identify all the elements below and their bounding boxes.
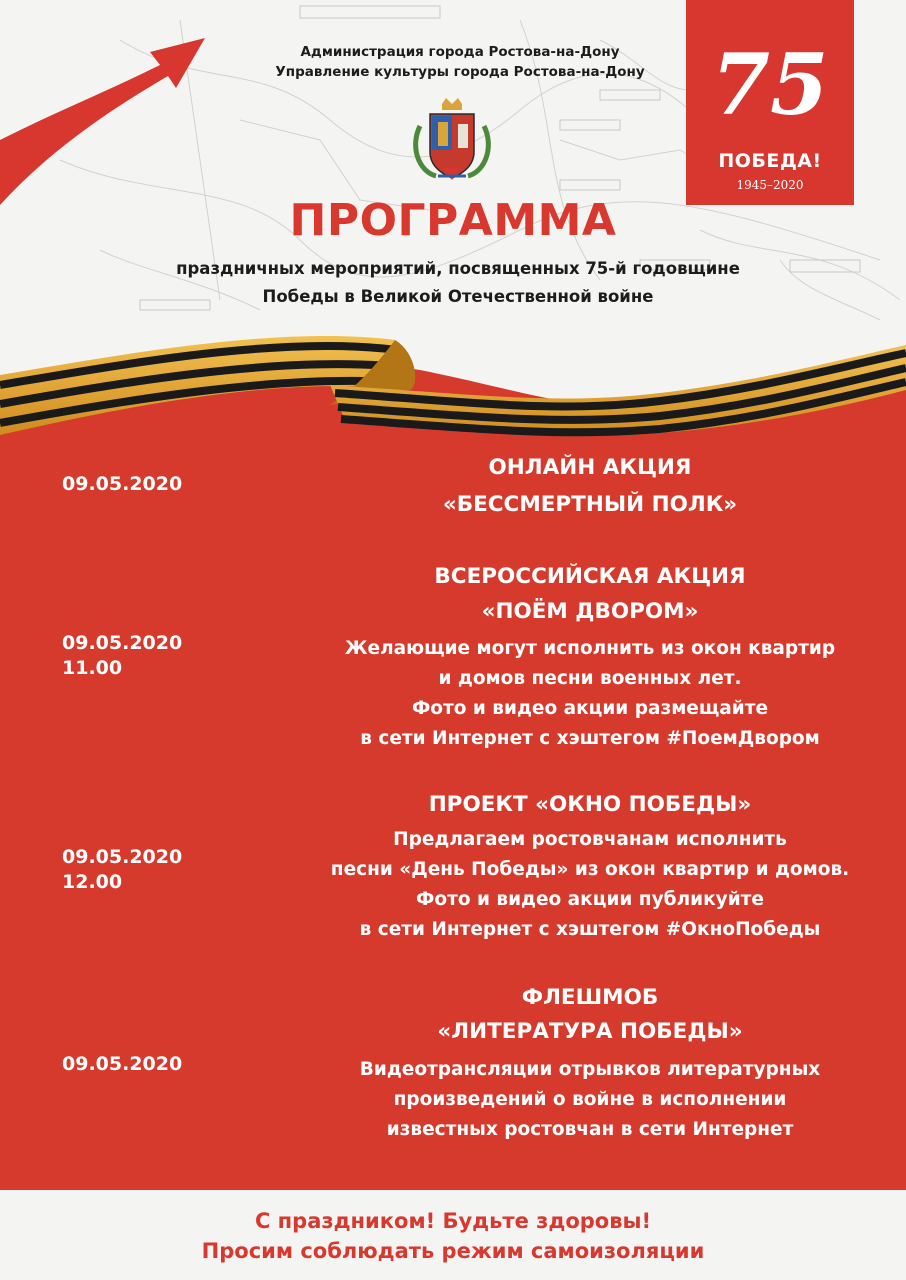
header-culture: Управление культуры города Ростова-на-Дону (275, 64, 645, 80)
event-3-desc-line-3: Фото и видео акции публикуйте (416, 889, 764, 910)
coat-of-arms-icon (410, 96, 494, 184)
event-3-date: 09.05.2020 (62, 846, 183, 868)
event-1-title-line-2: «БЕССМЕРТНЫЙ ПОЛК» (442, 492, 738, 517)
event-1-date: 09.05.2020 (62, 473, 183, 495)
footer-greeting: С праздником! Будьте здоровы! (254, 1209, 652, 1233)
event-2-desc-line-2: и домов песни военных лет. (438, 668, 742, 689)
badge-label: ПОБЕДА! (718, 150, 822, 172)
badge-years: 1945–2020 (736, 178, 804, 192)
event-3-desc-line-1: Предлагаем ростовчанам исполнить (393, 829, 787, 850)
event-2-time: 11.00 (62, 657, 123, 679)
event-4-title-line-1: ФЛЕШМОБ (521, 985, 659, 1010)
event-3-time: 12.00 (62, 871, 123, 893)
page-title: ПРОГРАММА (289, 195, 617, 246)
event-2-desc-line-4: в сети Интернет с хэштегом #ПоемДвором (360, 728, 820, 749)
event-3-desc-line-4: в сети Интернет с хэштегом #ОкноПобеды (359, 919, 821, 940)
subtitle-line-1: праздничных мероприятий, посвященных 75-й годовщине (176, 259, 740, 278)
event-4-desc-line-3: известных ростовчан в сети Интернет (386, 1119, 794, 1140)
event-4-date: 09.05.2020 (62, 1053, 183, 1075)
event-3-desc-line-2: песни «День Победы» из окон квартир и домов. (330, 859, 850, 880)
event-4-desc-line-2: произведений о войне в исполнении (393, 1089, 787, 1110)
victory-75-badge (686, 0, 854, 205)
event-1-title-line-1: ОНЛАЙН АКЦИЯ (488, 455, 692, 480)
header-admin: Администрация города Ростова-на-Дону (300, 44, 620, 60)
badge-number: 75 (711, 35, 829, 134)
event-2-desc-line-1: Желающие могут исполнить из окон квартир (344, 638, 836, 659)
event-4-title-line-2: «ЛИТЕРАТУРА ПОБЕДЫ» (437, 1019, 743, 1044)
footer-self-isolation: Просим соблюдать режим самоизоляции (201, 1239, 705, 1263)
event-3-title-line-1: ПРОЕКТ «ОКНО ПОБЕДЫ» (428, 792, 752, 817)
event-4-desc-line-1: Видеотрансляции отрывков литературных (359, 1059, 821, 1080)
subtitle-line-2: Победы в Великой Отечественной войне (262, 287, 654, 306)
event-2-title-line-1: ВСЕРОССИЙСКАЯ АКЦИЯ (434, 564, 746, 589)
st-george-ribbon (0, 315, 906, 450)
event-2-date: 09.05.2020 (62, 632, 183, 654)
event-2-title-line-2: «ПОЁМ ДВОРОМ» (481, 599, 699, 624)
event-2-desc-line-3: Фото и видео акции размещайте (411, 698, 769, 719)
